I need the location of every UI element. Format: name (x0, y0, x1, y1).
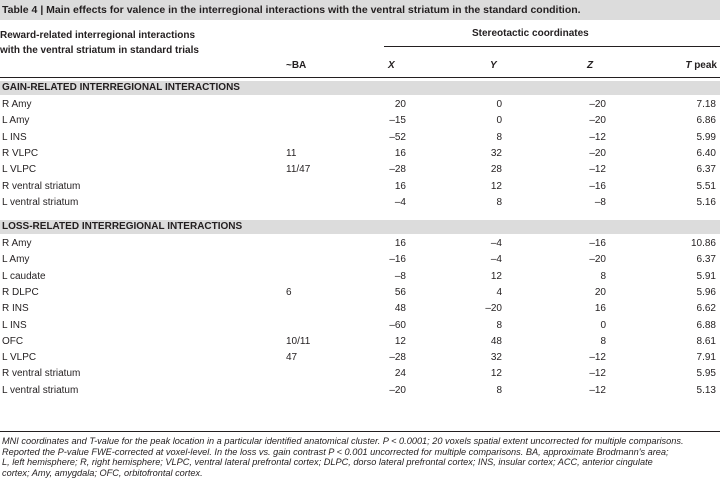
t-peak-cell: 5.13 (696, 384, 716, 396)
t-peak-cell: 7.18 (696, 99, 716, 110)
y-cell: –4 (490, 238, 502, 249)
y-cell: 12 (490, 180, 502, 192)
table-footnote (2, 436, 718, 478)
t-peak-cell: 10.86 (690, 238, 716, 249)
z-cell: –8 (594, 196, 606, 208)
section-header: GAIN-RELATED INTERREGIONAL INTERACTIONS (0, 81, 720, 95)
t-peak-cell: 7.91 (696, 352, 716, 364)
z-cell: –20 (589, 115, 606, 127)
y-cell: 8 (496, 319, 502, 331)
table-row (0, 130, 720, 146)
region-header-line-2: with the ventral striatum in standard trials (0, 45, 199, 56)
x-cell: –8 (394, 270, 406, 282)
y-cell: 32 (490, 352, 502, 364)
table-row (0, 350, 720, 366)
stereotactic-underline (384, 46, 720, 47)
x-cell: –60 (389, 319, 406, 331)
t-peak-cell: 5.16 (696, 196, 716, 208)
table-row (0, 383, 720, 399)
z-cell: –12 (589, 164, 606, 176)
table-bottom-rule (0, 431, 720, 432)
z-cell: –12 (589, 384, 606, 396)
t-peak-cell: 5.99 (696, 131, 716, 143)
y-cell: 12 (490, 368, 502, 380)
region-cell: R DLPC (2, 286, 39, 298)
footnote-line-2: Reported the P-value FWE-corrected at voxel-level. In the loss vs. gain contrast P < 0.001 uncorrected for multiple comparisons. BA, approximate Brodmann's area; (2, 446, 669, 457)
region-cell: R ventral striatum (2, 368, 81, 380)
y-cell: 12 (490, 270, 502, 282)
ba-cell: 11 (286, 147, 297, 159)
region-cell: R ventral striatum (2, 180, 81, 192)
x-cell: –16 (389, 254, 406, 266)
t-peak-cell: 6.37 (696, 254, 716, 266)
y-cell: 8 (496, 131, 502, 143)
region-cell: R Amy (2, 238, 32, 249)
y-cell: 28 (490, 164, 502, 176)
table-row (0, 97, 720, 113)
y-cell: 4 (496, 286, 502, 298)
z-cell: –20 (589, 254, 606, 266)
region-cell: L INS (2, 319, 27, 331)
x-cell: –28 (389, 164, 406, 176)
x-cell: 12 (394, 335, 406, 347)
x-cell: 20 (394, 99, 406, 110)
t-peak-cell: 8.61 (696, 335, 716, 347)
y-column-header: Y (490, 60, 497, 71)
z-cell: 8 (600, 270, 606, 282)
y-cell: 0 (496, 99, 502, 110)
y-cell: 8 (496, 384, 502, 396)
t-peak-cell: 6.37 (696, 164, 716, 176)
region-column-header (0, 28, 199, 58)
z-cell: –20 (589, 147, 606, 159)
table-row (0, 146, 720, 162)
z-cell: 20 (594, 286, 606, 298)
x-cell: 56 (394, 286, 406, 298)
ba-cell: 47 (286, 352, 298, 364)
x-cell: 16 (394, 238, 406, 249)
section-header: LOSS-RELATED INTERREGIONAL INTERACTIONS (0, 220, 720, 234)
z-column-header: Z (587, 60, 594, 71)
y-cell: 0 (496, 115, 502, 127)
y-cell: –20 (485, 303, 502, 315)
t-peak-cell: 5.96 (696, 286, 716, 298)
ba-column-header: ~BA (286, 60, 307, 71)
region-cell: L ventral striatum (2, 384, 79, 396)
region-cell: OFC (2, 335, 24, 347)
t-peak-column-header: T peak (685, 60, 717, 71)
t-peak-cell: 6.88 (696, 319, 716, 331)
stereotactic-header: Stereotactic coordinates (472, 28, 589, 39)
region-header-line-1: Reward-related interregional interactions (0, 30, 196, 41)
region-cell: L ventral striatum (2, 196, 79, 208)
x-cell: –4 (394, 196, 406, 208)
x-cell: 16 (394, 147, 406, 159)
x-cell: –28 (389, 352, 406, 364)
table-row (0, 252, 720, 268)
z-cell: –20 (589, 99, 606, 110)
table-row (0, 318, 720, 334)
header-rule (0, 77, 720, 78)
region-cell: L VLPC (2, 164, 37, 176)
t-peak-cell: 6.40 (696, 147, 716, 159)
region-cell: R Amy (2, 99, 32, 110)
y-cell: 32 (490, 147, 502, 159)
region-cell: L Amy (2, 115, 30, 127)
y-cell: 8 (496, 196, 502, 208)
region-cell: L caudate (2, 270, 46, 282)
t-peak-cell: 6.62 (696, 303, 716, 315)
z-cell: –12 (589, 368, 606, 380)
table-row (0, 366, 720, 382)
x-cell: 24 (394, 368, 406, 380)
t-peak-cell: 5.91 (696, 270, 716, 282)
footnote-line-1: MNI coordinates and T-value for the peak location in a particular identified anatomical cluster. P < 0.0001; 20 voxels spatial extent uncorrected for multiple comparisons. (2, 436, 684, 446)
x-cell: –20 (389, 384, 406, 396)
region-cell: L VLPC (2, 352, 37, 364)
table-row (0, 113, 720, 129)
y-cell: 48 (490, 335, 502, 347)
z-cell: 16 (594, 303, 606, 315)
x-cell: 16 (394, 180, 406, 192)
region-cell: R INS (2, 303, 29, 315)
ba-cell: 11/47 (286, 164, 311, 176)
ba-cell: 10/11 (286, 335, 311, 347)
z-cell: 8 (600, 335, 606, 347)
z-cell: –16 (589, 238, 606, 249)
z-cell: –12 (589, 352, 606, 364)
table-caption: Table 4 | Main effects for valence in the interregional interactions with the ventral striatum in the standard condition. (0, 0, 720, 20)
t-peak-cell: 5.95 (696, 368, 716, 380)
t-peak-cell: 6.86 (696, 115, 716, 127)
footnote-line-3: L, left hemisphere; R, right hemisphere; VLPC, ventral lateral prefrontal cortex; DLPC, dorso lateral prefrontal cortex; INS, insular cortex; ACC, anterior cingulate (2, 457, 653, 468)
t-peak-cell: 5.51 (696, 180, 716, 192)
table-row (0, 236, 720, 252)
table-row (0, 162, 720, 178)
y-cell: –4 (490, 254, 502, 266)
table-row (0, 285, 720, 301)
z-cell: –16 (589, 180, 606, 192)
table-row (0, 269, 720, 285)
ba-cell: 6 (286, 286, 292, 298)
x-cell: –52 (389, 131, 406, 143)
z-cell: –12 (589, 131, 606, 143)
z-cell: 0 (600, 319, 606, 331)
table-row (0, 334, 720, 350)
x-cell: 48 (394, 303, 406, 315)
x-column-header: X (388, 60, 395, 71)
x-cell: –15 (389, 115, 406, 127)
table-row (0, 195, 720, 211)
table-row (0, 179, 720, 195)
footnote-line-4: cortex; Amy, amygdala; OFC, orbitofrontal cortex. (2, 467, 203, 478)
region-cell: L INS (2, 131, 27, 143)
table-row (0, 301, 720, 317)
region-cell: L Amy (2, 254, 30, 266)
region-cell: R VLPC (2, 147, 39, 159)
